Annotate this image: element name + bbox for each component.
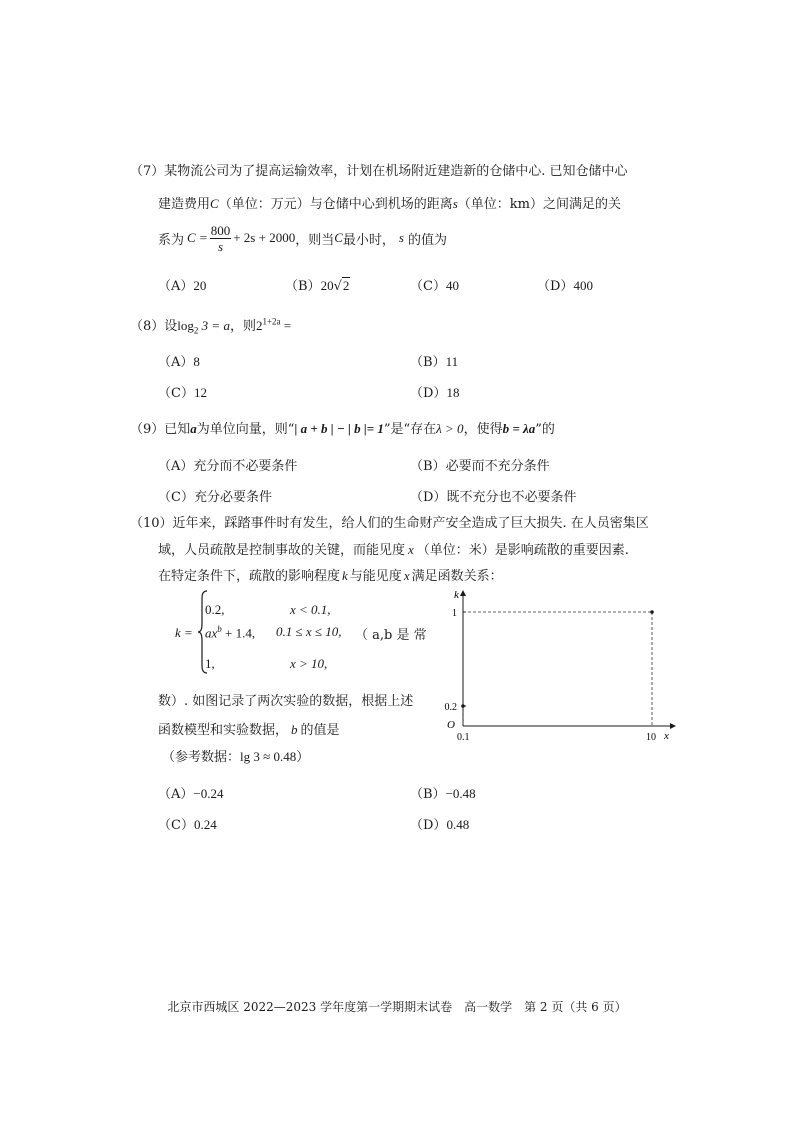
piecewise-row-2-value: $ax^b + 1.4$, <box>205 624 256 641</box>
q9-option-d[interactable]: （D）既不充分也不必要条件 <box>410 490 577 505</box>
constants-note: （ a,b 是 常 <box>355 628 427 643</box>
y-tick-label: 1 <box>452 608 457 619</box>
q7-line1: （7）某物流公司为了提高运输效率，计划在机场附近建造新的仓储中心. 已知仓储中心 <box>130 164 628 179</box>
q7-label: （7） <box>130 164 165 179</box>
page-footer: 北京市西城区 2022—2023 学年度第一学期期末试卷 高一数学 第 2 页（共 6 页） <box>167 1000 627 1014</box>
q8-stem: （8）设$\log_2 3 = a$，则$2^{1+2a}$ = <box>130 316 292 336</box>
q8-label: （8） <box>130 319 165 334</box>
piecewise-lhs: k = <box>175 625 193 640</box>
q10-option-d[interactable]: （D）0.48 <box>410 817 470 833</box>
x-tick-label: 0.1 <box>457 732 470 743</box>
formula-lhs: C = <box>187 230 208 245</box>
q7-option-a[interactable]: （A）20 <box>158 278 207 294</box>
q9-label: （9） <box>130 422 165 437</box>
formula-rest: + 2s + 2000 <box>233 230 296 245</box>
data-point <box>461 704 465 708</box>
q10-label: （10） <box>130 516 173 531</box>
q7-line2: 建造费用C（单位：万元）与仓储中心到机场的距离s（单位：km）之间满足的关 <box>158 196 621 212</box>
q10-option-c[interactable]: （C）0.24 <box>158 817 217 833</box>
experiment-chart <box>438 588 678 748</box>
q9-option-b[interactable]: （B）必要而不充分条件 <box>410 459 550 474</box>
condition-2: λ > 0 <box>436 421 464 436</box>
q8-option-a[interactable]: （A）8 <box>158 354 200 370</box>
q7-line3: 系为 C = $\frac{800}{s}$ + 2s + 2000 ，则当 C 最小时， s 的值为 <box>158 222 447 254</box>
q10-option-b[interactable]: （B）−0.48 <box>410 786 476 802</box>
q8-option-c[interactable]: （C）12 <box>158 385 207 401</box>
sqrt-sign: √ <box>333 279 342 294</box>
y-tick-label: 0.2 <box>444 702 457 713</box>
q10-line2: 域，人员疏散是控制事故的关键，而能见度 x （单位：米）是影响疏散的重要因素. <box>158 542 629 558</box>
q10-line1: （10）近年来，踩踏事件时有发生，给人们的生命财产安全造成了巨大损失. 在人员密集区 <box>130 516 649 531</box>
q7-option-c[interactable]: （C）40 <box>410 278 459 294</box>
q7-option-b[interactable]: （B）20√2 <box>285 278 350 294</box>
q8-option-b[interactable]: （B）11 <box>410 354 459 370</box>
q9-option-c[interactable]: （C）充分必要条件 <box>158 490 272 505</box>
q10-option-a[interactable]: （A）−0.24 <box>158 786 224 802</box>
y-axis-arrow <box>460 590 466 596</box>
x-tick-label: 10 <box>646 732 656 743</box>
condition-1: | a + b | − | b |= 1 <box>294 421 384 436</box>
q9-option-a[interactable]: （A）充分而不必要条件 <box>158 459 298 474</box>
q10-reference: （参考数据：lg 3 ≈ 0.48） <box>162 749 310 765</box>
y-axis-label: k <box>454 589 459 601</box>
q10-line6: 函数模型和实验数据， b 的值是 <box>158 722 340 738</box>
fraction: $\frac{800}{s}$ <box>210 222 231 254</box>
q9-stem: （9）已知a为单位向量，则“| a + b | − | b |= 1”是“存在λ > 0，使得b = λa”的 <box>130 421 555 437</box>
q10-line3: 在特定条件下，疏散的影响程度 k 与能见度 x 满足函数关系： <box>158 568 503 584</box>
q10-line5: 数）. 如图记录了两次实验的数据，根据上述 <box>158 694 414 709</box>
q7-option-d[interactable]: （D）400 <box>537 278 593 294</box>
origin-label: O <box>447 719 455 731</box>
x-axis-arrow <box>670 723 676 729</box>
condition-3: b = λa <box>502 421 536 436</box>
data-point <box>650 610 654 614</box>
x-axis-label: x <box>664 730 669 742</box>
q8-option-d[interactable]: （D）18 <box>410 385 460 401</box>
